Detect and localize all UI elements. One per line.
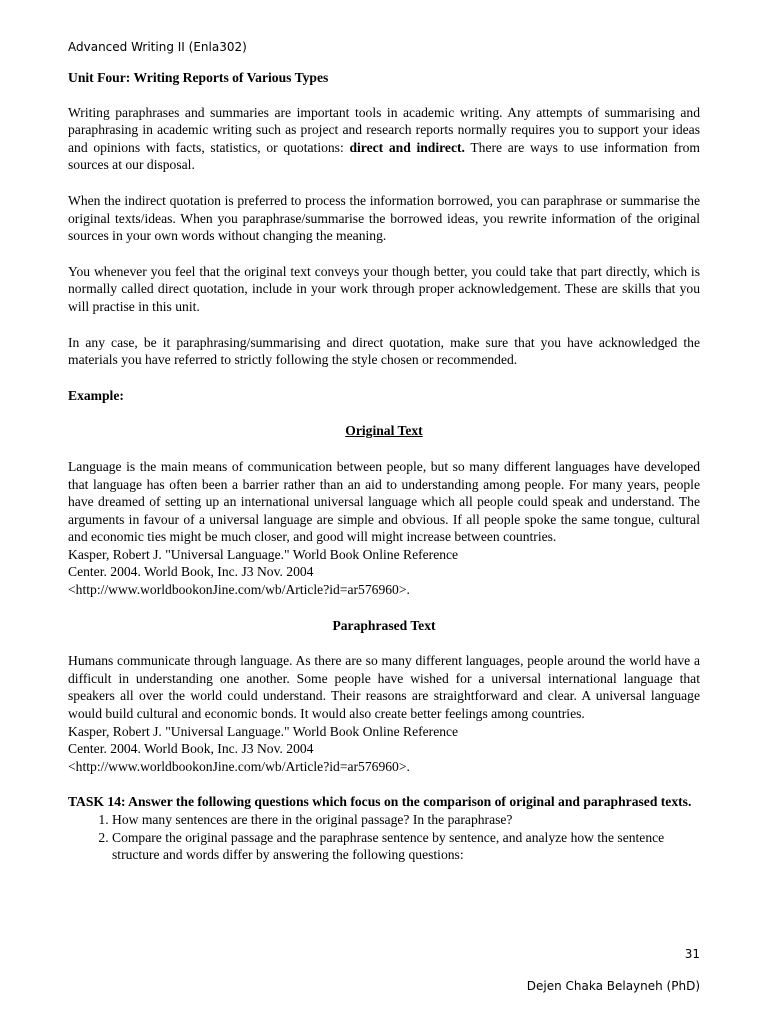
task-title: TASK 14: Answer the following questions which focus on the comparison of original and paraphrased texts. bbox=[68, 794, 692, 810]
direct-quotation-paragraph: You whenever you feel that the original text conveys your though better, you could take that part directly, which is normally called direct quotation, include in your work through proper acknowledgement. These are skills that you will practise in this unit. bbox=[68, 263, 700, 314]
question-item: 1. How many sentences are there in the original passage? In the paraphrase? bbox=[112, 811, 700, 829]
citation-line: Kasper, Robert J. "Universal Language." World Book Online Reference bbox=[68, 723, 459, 739]
question-list bbox=[68, 811, 700, 864]
intro-text: Writing paraphrases and summaries are important tools in academic writing. Any attempts of summarising and paraphrasing in academic writing such as project and research reports normally requires you to support your ideas and opinions with facts, statistics, or quotations: bbox=[68, 104, 700, 155]
running-header: Advanced Writing II (Enla302) bbox=[68, 40, 247, 54]
citation-line: <http://www.worldbookonJine.com/wb/Article?id=ar576960>. bbox=[68, 758, 410, 774]
original-text-heading-label: Original Text bbox=[345, 423, 423, 439]
author-footer: Dejen Chaka Belayneh (PhD) bbox=[526, 979, 700, 993]
paraphrased-text-heading: Paraphrased Text bbox=[332, 617, 436, 633]
example-label: Example: bbox=[68, 387, 124, 403]
acknowledgement-paragraph: In any case, be it paraphrasing/summarising and direct quotation, make sure that you have acknowledged the materials you have referred to strictly following the style chosen or recommended. bbox=[68, 334, 700, 368]
citation-line: Center. 2004. World Book, Inc. J3 Nov. 2004 bbox=[68, 741, 314, 757]
citation-line: <http://www.worldbookonJine.com/wb/Article?id=ar576960>. bbox=[68, 582, 410, 598]
original-text-heading bbox=[68, 422, 700, 440]
original-text-passage: Language is the main means of communication between people, but so many different languages have developed that language has often been a barrier rather than an aid to understanding among people. For many years, people have dreamed of setting up an international universal language which all people could speak and understand. The arguments in favour of a universal language are simple and obvious. If all people spoke the same tongue, cultural and economic ties might be much closer, and good will might increase between countries. bbox=[68, 458, 700, 545]
paraphrased-text-passage: Humans communicate through language. As there are so many different languages, people around the world have a difficult in understanding one another. Some people have wished for a universal international language that speakers all over the world could understand. Their reasons are straightforward and clear. A universal language would build cultural and economic bonds. It would also create better feelings among countries. bbox=[68, 653, 700, 722]
original-citation bbox=[68, 546, 700, 599]
page-body bbox=[68, 69, 700, 864]
question-item: 2. Compare the original passage and the paraphrase sentence by sentence, and analyze how the sentence structure and words differ by answering the following questions: bbox=[112, 829, 700, 864]
citation-line: Center. 2004. World Book, Inc. J3 Nov. 2004 bbox=[68, 564, 314, 580]
intro-bold-text: direct and indirect. bbox=[349, 139, 465, 155]
page-number: 31 bbox=[684, 947, 700, 961]
citation-line: Kasper, Robert J. "Universal Language." World Book Online Reference bbox=[68, 546, 459, 562]
intro-paragraph bbox=[68, 104, 700, 174]
intro-text-end: There are ways to use information from sources at our disposal. bbox=[68, 139, 700, 173]
unit-title: Unit Four: Writing Reports of Various Types bbox=[68, 70, 329, 85]
indirect-quotation-paragraph: When the indirect quotation is preferred to process the information borrowed, you can paraphrase or summarise the original texts/ideas. When you paraphrase/summarise the borrowed ideas, you rewrite information of the original sources in your own words without changing the meaning. bbox=[68, 192, 700, 244]
paraphrased-citation bbox=[68, 723, 700, 776]
